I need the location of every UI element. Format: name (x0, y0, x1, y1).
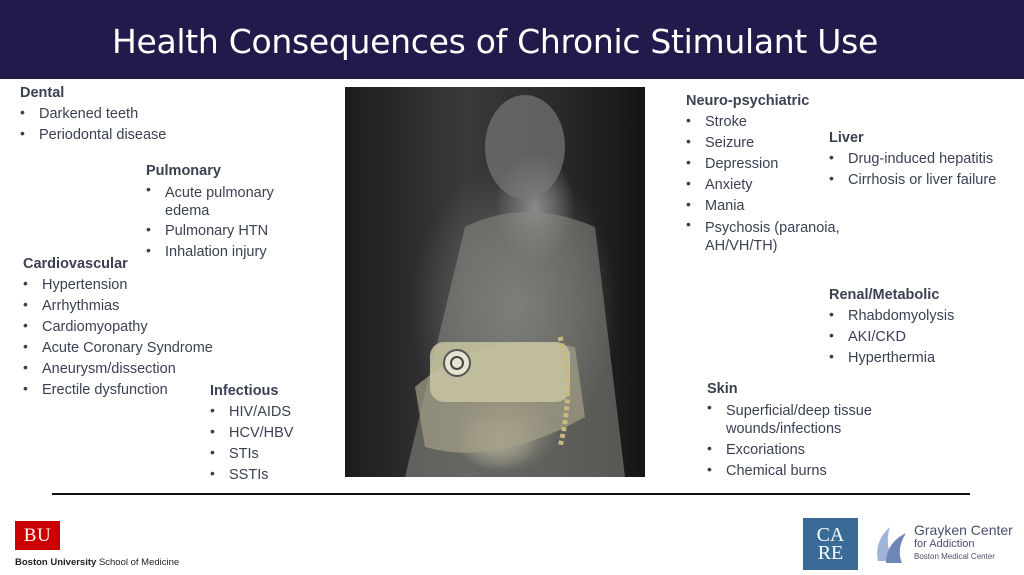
list-item: • Hypertension (23, 275, 263, 296)
stimulant-user-photo (345, 87, 645, 477)
grayken-logo-text (914, 523, 1013, 562)
photo-illustration (345, 87, 645, 477)
list-item: • Acute pulmonary edema (146, 182, 306, 221)
list-item: • HCV/HBV (210, 423, 340, 444)
bu-logo (15, 521, 180, 568)
grayken-center-name: Grayken Center (914, 522, 1013, 538)
list-item: • Seizure (686, 133, 856, 154)
bu-school-name: School of Medicine (98, 557, 180, 568)
care-logo-line1: CA (816, 524, 845, 546)
list-item: • Hyperthermia (829, 348, 1009, 369)
bu-logo-mark: BU (15, 521, 60, 550)
list-item: • STIs (210, 444, 340, 465)
list-item: • Erectile dysfunction (23, 380, 263, 401)
list-item: • Pulmonary HTN (146, 221, 306, 242)
dental-section (20, 83, 220, 146)
title-bar (0, 0, 1024, 79)
list-item: • Aneurysm/dissection (23, 359, 263, 380)
list-item: • Inhalation injury (146, 242, 306, 263)
grayken-for-addiction: for Addiction (914, 538, 975, 550)
cardiovascular-section (23, 254, 263, 401)
list-item: • Cirrhosis or liver failure (829, 170, 1019, 191)
neuro-title: Neuro-psychiatric (686, 93, 810, 109)
dental-title: Dental (20, 85, 65, 101)
list-item: • Depression (686, 154, 856, 175)
cardiovascular-title: Cardiovascular (23, 256, 128, 272)
list-item: • HIV/AIDS (210, 402, 340, 423)
list-item: • Superficial/deep tissue wounds/infections (707, 400, 892, 440)
grayken-bmc: Boston Medical Center (914, 552, 995, 561)
list-item: • Periodontal disease (20, 125, 220, 146)
list-item: • Darkened teeth (20, 104, 220, 125)
list-item: • SSTIs (210, 465, 340, 486)
list-item: • Excoriations (707, 440, 892, 461)
infectious-section (210, 381, 340, 486)
list-item: • Arrhythmias (23, 296, 263, 317)
list-item: • Chemical burns (707, 461, 892, 482)
pulmonary-title: Pulmonary (146, 163, 221, 179)
list-item: • Rhabdomyolysis (829, 306, 1009, 327)
skin-title: Skin (707, 381, 738, 397)
list-item: • AKI/CKD (829, 327, 1009, 348)
list-item: • Psychosis (paranoia, AH/VH/TH) (686, 217, 856, 255)
pulmonary-section (146, 161, 306, 263)
infectious-title: Infectious (210, 383, 279, 399)
liver-title: Liver (829, 130, 864, 146)
list-item: • Cardiomyopathy (23, 317, 263, 338)
bu-university-name: Boston University (15, 557, 97, 568)
renal-section (829, 285, 1009, 369)
bu-logo-text (15, 557, 179, 568)
footer-divider (52, 493, 970, 495)
care-logo-line2: RE (817, 542, 844, 564)
list-item: • Drug-induced hepatitis (829, 149, 1019, 170)
slide-title: Health Consequences of Chronic Stimulant Use (111, 22, 878, 61)
list-item: • Mania (686, 196, 856, 217)
skin-section (707, 379, 892, 482)
grayken-logo-icon (872, 521, 910, 565)
liver-section (829, 128, 1019, 191)
list-item: • Stroke (686, 112, 856, 133)
care-logo (803, 518, 858, 570)
list-item: • Acute Coronary Syndrome (23, 338, 263, 359)
list-item: • Anxiety (686, 175, 856, 196)
renal-title: Renal/Metabolic (829, 287, 940, 303)
